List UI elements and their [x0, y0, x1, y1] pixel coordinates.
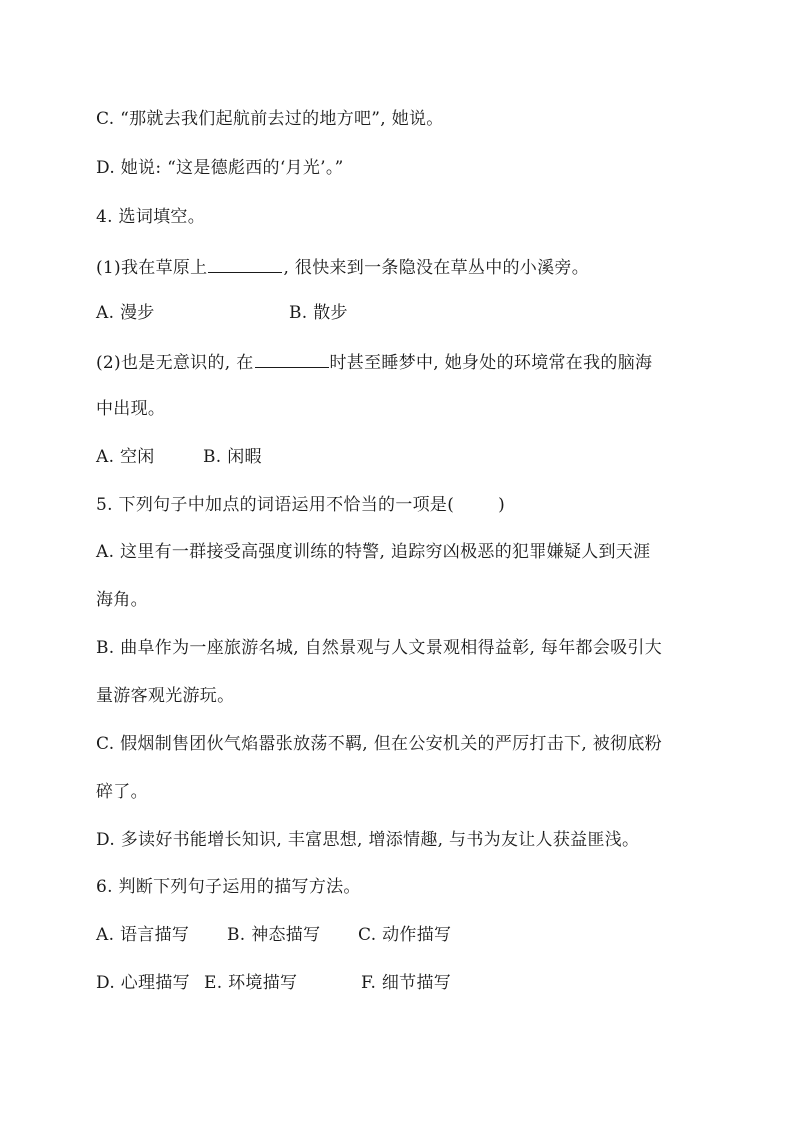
q6-options-row2: [96, 972, 716, 994]
q4-1-text-after: , 很快来到一条隐没在草丛中的小溪旁。: [283, 258, 589, 278]
q4-1-prompt: [96, 255, 589, 279]
q4-title: 4. 选词填空。: [96, 207, 206, 227]
q3-option-d: D. 她说: “这是德彪西的‘月光’。”: [96, 158, 344, 178]
q5-option-b-line1: B. 曲阜作为一座旅游名城, 自然景观与人文景观相得益彰, 每年都会吸引大: [96, 638, 663, 658]
q5-option-b-line2: 量游客观光游玩。: [96, 686, 235, 706]
q6-options-row1: [96, 924, 716, 946]
q6-option-f: F. 细节描写: [361, 973, 452, 993]
q5-option-a-line1: A. 这里有一群接受高强度训练的特警, 追踪穷凶极恶的犯罪嫌疑人到天涯: [96, 542, 651, 562]
q4-1-option-b: B. 散步: [289, 303, 348, 323]
q5-title-close: ): [498, 495, 506, 515]
q4-2-text-before: (2)也是无意识的, 在: [96, 353, 254, 373]
q6-option-e: E. 环境描写: [204, 973, 298, 993]
q4-2-prompt: [96, 350, 652, 374]
q5-option-c-line2: 碎了。: [96, 782, 148, 802]
q4-1-text-before: (1)我在草原上: [96, 258, 208, 278]
q6-title: 6. 判断下列句子运用的描写方法。: [96, 877, 361, 897]
q6-option-d: D. 心理描写: [96, 973, 190, 993]
q4-1-option-a: A. 漫步: [96, 303, 155, 323]
q6-option-c: C. 动作描写: [358, 925, 452, 945]
q4-2-text-after: 时甚至睡梦中, 她身处的环境常在我的脑海: [329, 353, 653, 373]
q4-2-options: [96, 446, 716, 468]
q3-option-c: C. “那就去我们起航前去过的地方吧”, 她说。: [96, 109, 444, 129]
q6-option-b: B. 神态描写: [227, 925, 321, 945]
q5-option-d-line1: D. 多读好书能增长知识, 丰富思想, 增添情趣, 与书为友让人获益匪浅。: [96, 830, 640, 850]
q4-2-option-b: B. 闲暇: [203, 447, 262, 467]
q4-2-blank: [255, 350, 329, 368]
q5-title-text: 5. 下列句子中加点的词语运用不恰当的一项是(: [96, 495, 455, 515]
q4-1-blank: [208, 255, 282, 273]
q5-title: [96, 494, 505, 516]
q4-2-prompt-cont: 中出现。: [96, 399, 166, 419]
q5-option-a-line2: 海角。: [96, 590, 148, 610]
q4-1-options: [96, 302, 716, 324]
q5-option-c-line1: C. 假烟制售团伙气焰嚣张放荡不羁, 但在公安机关的严厉打击下, 被彻底粉: [96, 734, 662, 754]
q6-option-a: A. 语言描写: [96, 925, 190, 945]
q4-2-option-a: A. 空闲: [96, 447, 155, 467]
